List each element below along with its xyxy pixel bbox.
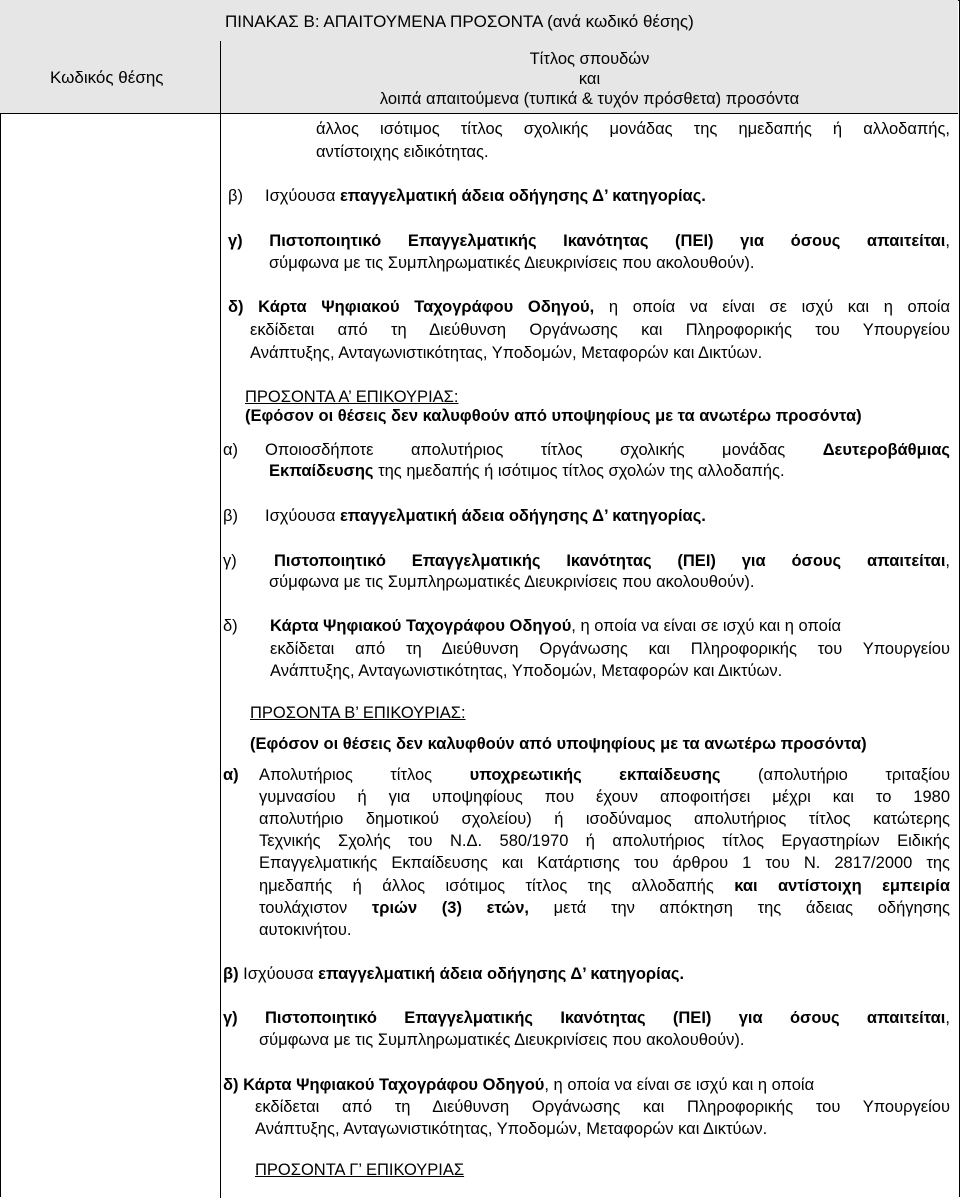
section-a-g-line1: Πιστοποιητικό Επαγγελματικής Ικανότητας (ΠΕΙ) για όσους απαιτείται, [274,552,950,570]
section-a-d-line1: Κάρτα Ψηφιακού Ταχογράφου Οδηγού, η οποία να είναι σε ισχύ και η οποία [270,617,842,635]
code-header-label: Κωδικός θέσης [50,68,164,87]
section-a-b-text: Ισχύουσα επαγγελματική άδεια οδήγησης Δ’ κατηγορίας. [265,507,706,525]
top-b-text: Ισχύουσα επαγγελματική άδεια οδήγησης Δ’ κατηγορίας. [265,187,706,205]
section-a-d-label: δ) [223,617,238,635]
section-b-a-line6: ημεδαπής ή άλλος ισότιμος τίτλος της αλλοδαπής και αντίστοιχη εμπειρία [259,877,950,895]
top-cont-line2: αντίστοιχης ειδικότητας. [316,143,489,161]
section-a-a-line1: Οποιοσδήποτε απολυτήριος τίτλος σχολικής μονάδας Δευτεροβάθμιας [265,441,950,459]
column-divider [220,113,221,1198]
section-b-b-text: β) Ισχύουσα επαγγελματική άδεια οδήγησης Δ’ κατηγορίας. [223,965,685,983]
section-b-d-line2: εκδίδεται από τη Διεύθυνση Οργάνωσης και Πληροφορικής του Υπουργείου [255,1098,950,1116]
qual-header-line1: Τίτλος σπουδών [529,50,650,68]
top-d-line1: δ) Κάρτα Ψηφιακού Ταχογράφου Οδηγού, η οποία να είναι σε ισχύ και η οποία [228,298,950,316]
section-a-g-label: γ) [223,552,237,570]
section-b-a-line3: απολυτήριο δημοτικού σχολείου) ή ισοδύναμος απολυτήριος τίτλος κατώτερης [259,810,950,828]
qualifications-header-cell [221,41,958,114]
section-b-a-line7: τουλάχιστον τριών (3) ετών, μετά την απόκτηση της άδειας οδήγησης [259,899,950,917]
code-header-cell [0,41,221,114]
top-d-line2: εκδίδεται από τη Διεύθυνση Οργάνωσης και Πληροφορικής του Υπουργείου [250,321,950,339]
section-b-heading: ΠΡΟΣΟΝΤΑ Β’ ΕΠΙΚΟΥΡΙΑΣ: [250,704,466,722]
section-a-d-line3: Ανάπτυξης, Ανταγωνιστικότητας, Υποδομών, Μεταφορών και Δικτύων. [270,662,783,680]
section-b-g-line2: σύμφωνα με τις Συμπληρωματικές Διευκρινίσεις που ακολουθούν). [259,1031,745,1049]
top-g-line1: γ) Πιστοποιητικό Επαγγελματικής Ικανότητας (ΠΕΙ) για όσους απαιτείται, [228,232,950,250]
section-b-a-line8: αυτοκινήτου. [259,921,352,939]
section-a-note: (Εφόσον οι θέσεις δεν καλυφθούν από υποψηφίους με τα ανωτέρω προσόντα) [245,407,862,425]
top-g-line2: σύμφωνα με τις Συμπληρωματικές Διευκρινίσεις που ακολουθούν). [269,254,755,272]
section-a-a-line2: Εκπαίδευσης της ημεδαπής ή ισότιμος τίτλος σχολών της αλλοδαπής. [269,462,785,480]
section-b-a-line1: Απολυτήριος τίτλος υποχρεωτικής εκπαίδευσης (απολυτήριο τριταξίου [259,766,950,784]
section-b-d-line1: δ) Κάρτα Ψηφιακού Ταχογράφου Οδηγού, η οποία να είναι σε ισχύ και η οποία [223,1076,815,1094]
top-cont-line1: άλλος ισότιμος τίτλος σχολικής μονάδας της ημεδαπής ή αλλοδαπής, [316,120,950,138]
section-a-g-line2: σύμφωνα με τις Συμπληρωματικές Διευκρινίσεις που ακολουθούν). [269,573,755,591]
section-a-d-line2: εκδίδεται από τη Διεύθυνση Οργάνωσης και Πληροφορικής του Υπουργείου [270,640,950,658]
section-b-g-line1: γ) Πιστοποιητικό Επαγγελματικής Ικανότητας (ΠΕΙ) για όσους απαιτείται, [223,1009,950,1027]
section-b-a-line5: Επαγγελματικής Εκπαίδευσης και Κατάρτισης του άρθρου 1 του Ν. 2817/2000 της [259,854,950,872]
section-b-d-line3: Ανάπτυξης, Ανταγωνιστικότητας, Υποδομών, Μεταφορών και Δικτύων. [255,1120,768,1138]
section-a-heading: ΠΡΟΣΟΝΤΑ Α’ ΕΠΙΚΟΥΡΙΑΣ: [245,388,459,406]
section-a-b-label: β) [223,507,238,525]
top-b-label: β) [228,187,243,205]
table-title-row [0,0,958,42]
top-d-line3: Ανάπτυξης, Ανταγωνιστικότητας, Υποδομών, Μεταφορών και Δικτύων. [250,344,763,362]
qual-header-line3: λοιπά απαιτούμενα (τυπικά & τυχόν πρόσθετα) προσόντα [379,90,800,108]
section-c-heading: ΠΡΟΣΟΝΤΑ Γ’ ΕΠΙΚΟΥΡΙΑΣ [255,1161,465,1179]
table-title: ΠΙΝΑΚΑΣ Β: ΑΠΑΙΤΟΥΜΕΝΑ ΠΡΟΣΟΝΤΑ (ανά κωδικό θέσης) [225,12,694,31]
section-a-a-label: α) [223,441,239,459]
section-b-a-label: α) [223,766,239,784]
qual-header-line2: και [578,70,601,88]
section-b-a-line4: Τεχνικής Σχολής του Ν.Δ. 580/1970 ή απολυτήριος τίτλος Εργαστηρίων Ειδικής [259,832,950,850]
section-b-a-line2: γυμνασίου ή για υποψηφίους που έχουν αποφοιτήσει μέχρι και το 1980 [259,788,950,806]
section-b-note: (Εφόσον οι θέσεις δεν καλυφθούν από υποψηφίους με τα ανωτέρω προσόντα) [250,735,867,753]
